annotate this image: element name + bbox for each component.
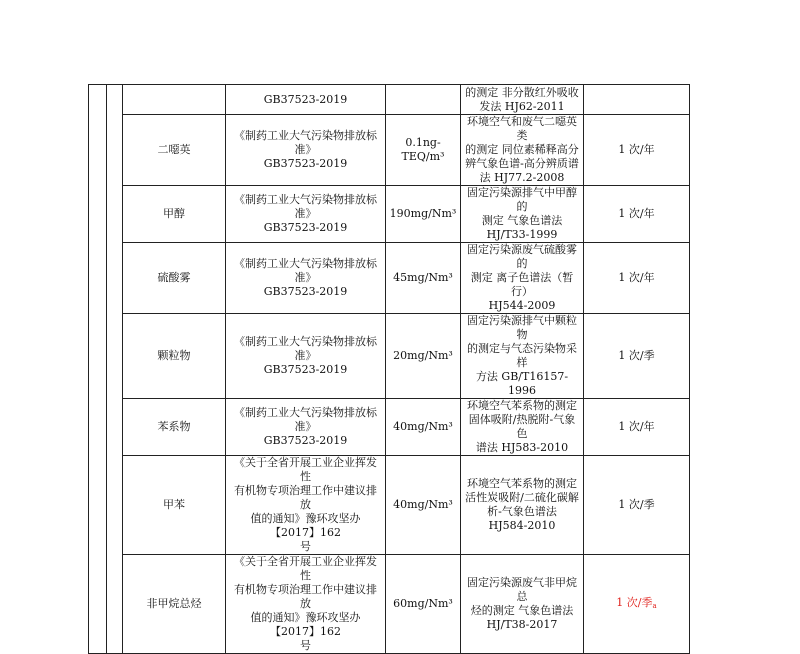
- limit-cell: 45mg/Nm³: [386, 243, 461, 314]
- standard-cell: 《制药工业大气污染物排放标准》 GB37523-2019: [226, 399, 386, 456]
- standard-cell: 《制药工业大气污染物排放标准》 GB37523-2019: [226, 115, 386, 186]
- limit-cell: [386, 85, 461, 115]
- limit-cell: 40mg/Nm³: [386, 399, 461, 456]
- merged-index-cell: [89, 85, 107, 654]
- table-row: [89, 186, 690, 243]
- limit-cell: 20mg/Nm³: [386, 314, 461, 399]
- method-cell: 固定污染源排气中颗粒物 的测定与气态污染物采样 方法 GB/T16157-1996: [461, 314, 584, 399]
- method-cell: 固定污染源排气中甲醇的 测定 气象色谱法 HJ/T33-1999: [461, 186, 584, 243]
- standard-cell: 《制药工业大气污染物排放标准》 GB37523-2019: [226, 243, 386, 314]
- monitoring-table: [88, 84, 690, 654]
- pollutant-cell: 非甲烷总烃: [123, 555, 226, 654]
- method-cell: 环境空气和废气二噁英类 的测定 同位素稀释高分 辨气象色谱-高分辨质谱 法 HJ77.2-2008: [461, 115, 584, 186]
- pollutant-cell: 甲醇: [123, 186, 226, 243]
- limit-cell: 190mg/Nm³: [386, 186, 461, 243]
- table-row: [89, 85, 690, 115]
- table-row: [89, 555, 690, 654]
- standard-cell: 《关于全省开展工业企业挥发性 有机物专项治理工作中建议排放 值的通知》豫环攻坚办【2017】162 号: [226, 555, 386, 654]
- pollutant-cell: 苯系物: [123, 399, 226, 456]
- merged-category-cell: [107, 85, 123, 654]
- standard-cell: GB37523-2019: [226, 85, 386, 115]
- pollutant-cell: [123, 85, 226, 115]
- pollutant-cell: 硫酸雾: [123, 243, 226, 314]
- standard-cell: 《制药工业大气污染物排放标准》 GB37523-2019: [226, 186, 386, 243]
- table-row: [89, 115, 690, 186]
- frequency-cell-highlighted: [584, 555, 690, 654]
- limit-cell: 60mg/Nm³: [386, 555, 461, 654]
- method-cell: 环境空气苯系物的测定 活性炭吸附/二硫化碳解 析-气象色谱法 HJ584-2010: [461, 456, 584, 555]
- table-row: [89, 456, 690, 555]
- frequency-text: 1 次/季: [616, 595, 653, 609]
- frequency-cell: 1 次/季: [584, 314, 690, 399]
- method-cell: 固定污染源废气硫酸雾的 测定 离子色谱法（暂行） HJ544-2009: [461, 243, 584, 314]
- limit-cell: 0.1ng-TEQ/m³: [386, 115, 461, 186]
- standard-cell: 《关于全省开展工业企业挥发性 有机物专项治理工作中建议排放 值的通知》豫环攻坚办【2017】162 号: [226, 456, 386, 555]
- table-row: [89, 243, 690, 314]
- frequency-cell: 1 次/年: [584, 243, 690, 314]
- frequency-cell: 1 次/年: [584, 115, 690, 186]
- limit-cell: 40mg/Nm³: [386, 456, 461, 555]
- pollutant-cell: 颗粒物: [123, 314, 226, 399]
- frequency-cell: 1 次/季: [584, 456, 690, 555]
- frequency-cell: [584, 85, 690, 115]
- table-row: [89, 399, 690, 456]
- pollutant-cell: 甲苯: [123, 456, 226, 555]
- frequency-cell: 1 次/年: [584, 399, 690, 456]
- method-cell: 固定污染源废气非甲烷总 烃的测定 气象色谱法 HJ/T38-2017: [461, 555, 584, 654]
- method-cell: 的测定 非分散红外吸收 发法 HJ62-2011: [461, 85, 584, 115]
- standard-cell: 《制药工业大气污染物排放标准》 GB37523-2019: [226, 314, 386, 399]
- frequency-cell: 1 次/年: [584, 186, 690, 243]
- table-row: [89, 314, 690, 399]
- method-cell: 环境空气苯系物的测定 固体吸附/热脱附-气象色 谱法 HJ583-2010: [461, 399, 584, 456]
- pollutant-cell: 二噁英: [123, 115, 226, 186]
- frequency-mark: a: [652, 601, 657, 610]
